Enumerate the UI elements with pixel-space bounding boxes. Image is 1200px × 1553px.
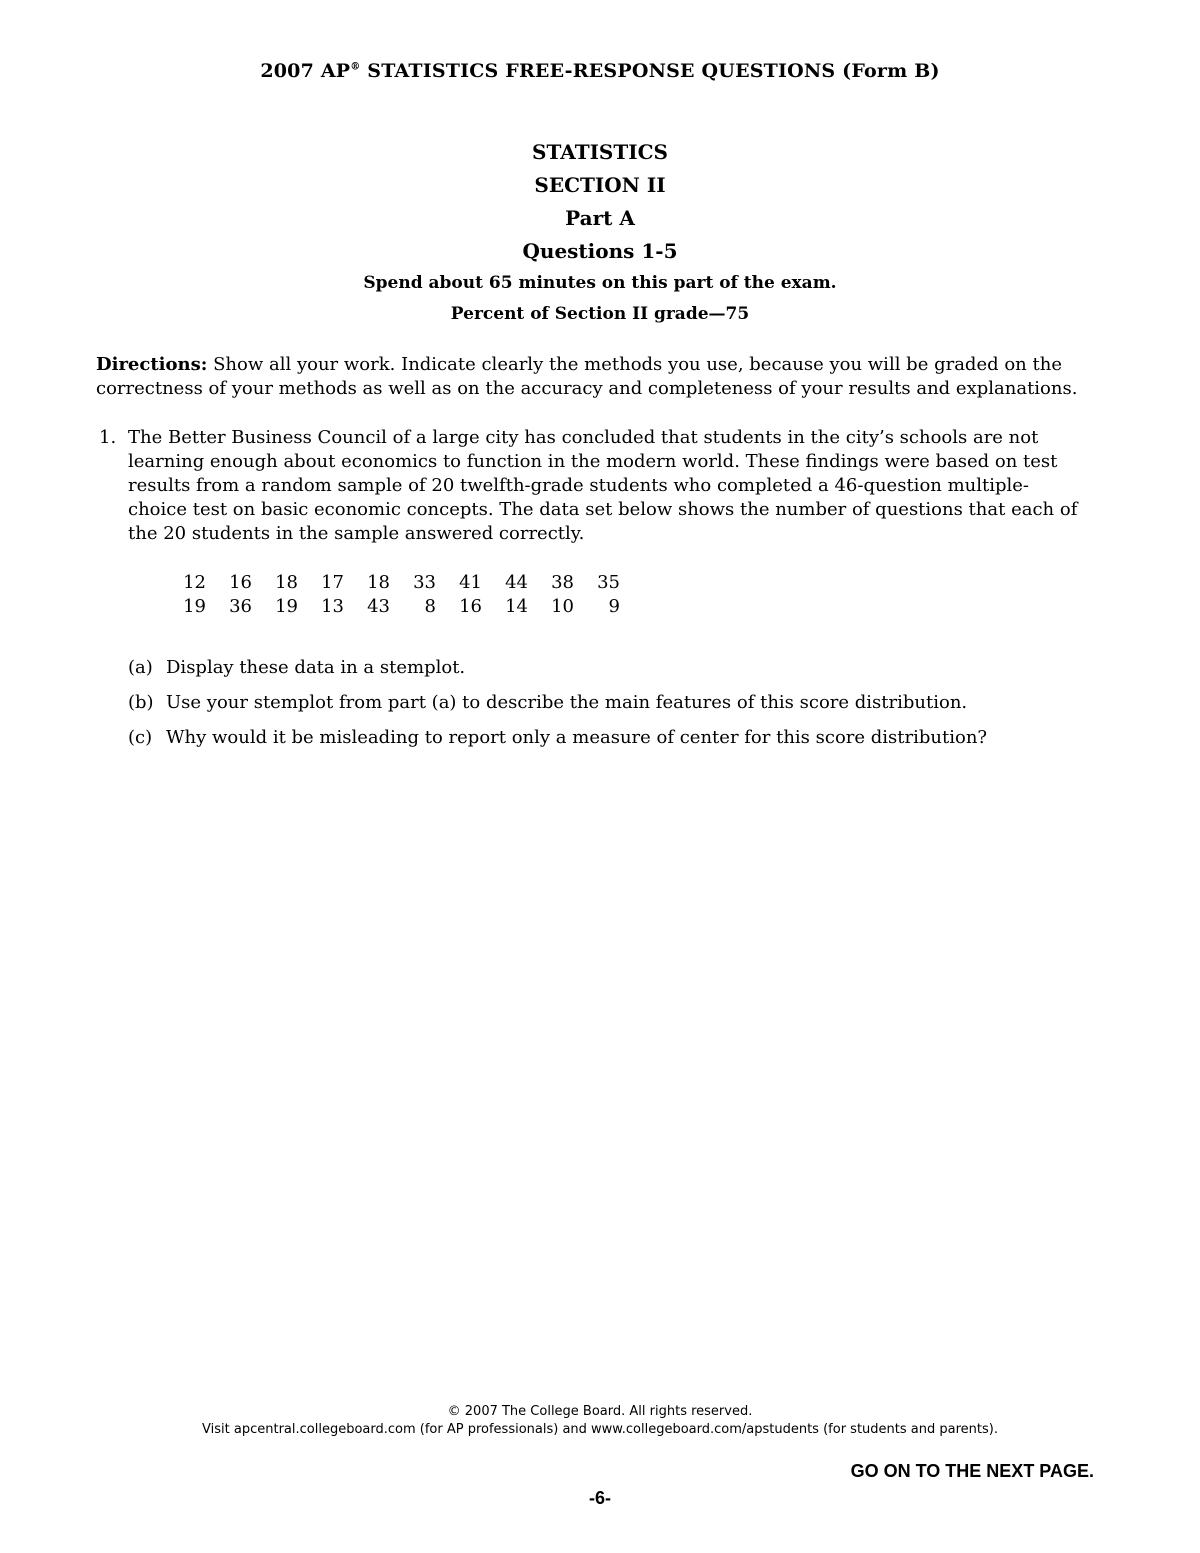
score-data-table — [160, 570, 620, 618]
part-a — [128, 656, 1078, 691]
data-cell: 14 — [505, 595, 528, 617]
data-cell: 18 — [275, 571, 298, 593]
data-cell: 43 — [367, 595, 390, 617]
data-cell: 19 — [183, 595, 206, 617]
footer-copyright-block — [0, 1403, 1200, 1439]
part-b — [128, 691, 1078, 726]
subject-heading: STATISTICS — [532, 140, 668, 164]
question-parts — [128, 656, 1078, 761]
data-cell: 19 — [275, 595, 298, 617]
question-text: The Better Business Council of a large city has concluded that students in the city’s schools are not learning enough about economics to function in the modern world. These findings were based on test results from a random sample of 20 twelfth-grade students who completed a 46-question multiple-choice test on basic economic concepts. The data set below shows the number of questions that each of the 20 students in the sample answered correctly. — [128, 427, 1078, 544]
time-note: Spend about 65 minutes on this part of the exam. — [363, 273, 837, 293]
data-cell: 17 — [321, 571, 344, 593]
visit-line: Visit apcentral.collegeboard.com (for AP professionals) and www.collegeboard.com/apstudents (for students and parents). — [202, 1422, 998, 1437]
page-header-title — [0, 60, 1200, 82]
part-label: (b) — [128, 692, 154, 713]
directions-label: Directions: — [96, 354, 208, 375]
data-row-2 — [160, 594, 620, 618]
data-cell: 9 — [608, 595, 620, 617]
part-text: Display these data in a stemplot. — [166, 657, 466, 678]
data-row-1 — [160, 570, 620, 594]
directions-paragraph — [96, 353, 1096, 401]
question-1 — [96, 426, 1096, 546]
copyright-line: © 2007 The College Board. All rights reserved. — [447, 1404, 753, 1419]
directions-text: Show all your work. Indicate clearly the methods you use, because you will be graded on the correctness of your methods as well as on the accuracy and completeness of your results and explanations. — [96, 354, 1078, 399]
data-cell: 12 — [183, 571, 206, 593]
registered-mark: ® — [350, 61, 361, 73]
data-cell: 13 — [321, 595, 344, 617]
data-cell: 41 — [459, 571, 482, 593]
data-cell: 16 — [229, 571, 252, 593]
header-title-suffix: STATISTICS FREE-RESPONSE QUESTIONS (Form B) — [360, 60, 940, 82]
data-cell: 36 — [229, 595, 252, 617]
header-title-prefix: 2007 AP — [260, 60, 351, 82]
questions-heading: Questions 1-5 — [522, 239, 678, 263]
section-heading-block — [0, 136, 1200, 330]
part-text: Use your stemplot from part (a) to describe the main features of this score distribution. — [166, 692, 968, 713]
section-heading: SECTION II — [534, 173, 666, 197]
part-c — [128, 726, 1078, 761]
percent-note: Percent of Section II grade—75 — [450, 304, 750, 324]
part-text: Why would it be misleading to report only a measure of center for this score distribution? — [166, 727, 988, 748]
data-cell: 33 — [413, 571, 436, 593]
part-label: (a) — [128, 657, 153, 678]
data-cell: 10 — [551, 595, 574, 617]
data-cell: 38 — [551, 571, 574, 593]
data-cell: 35 — [597, 571, 620, 593]
data-cell: 16 — [459, 595, 482, 617]
part-label: (c) — [128, 727, 153, 748]
data-cell: 44 — [505, 571, 528, 593]
go-on-notice: GO ON TO THE NEXT PAGE. — [850, 1461, 1094, 1481]
question-number: 1. — [99, 427, 117, 448]
data-cell: 8 — [424, 595, 436, 617]
part-heading: Part A — [565, 206, 635, 230]
data-cell: 18 — [367, 571, 390, 593]
page-number: -6- — [589, 1488, 611, 1508]
